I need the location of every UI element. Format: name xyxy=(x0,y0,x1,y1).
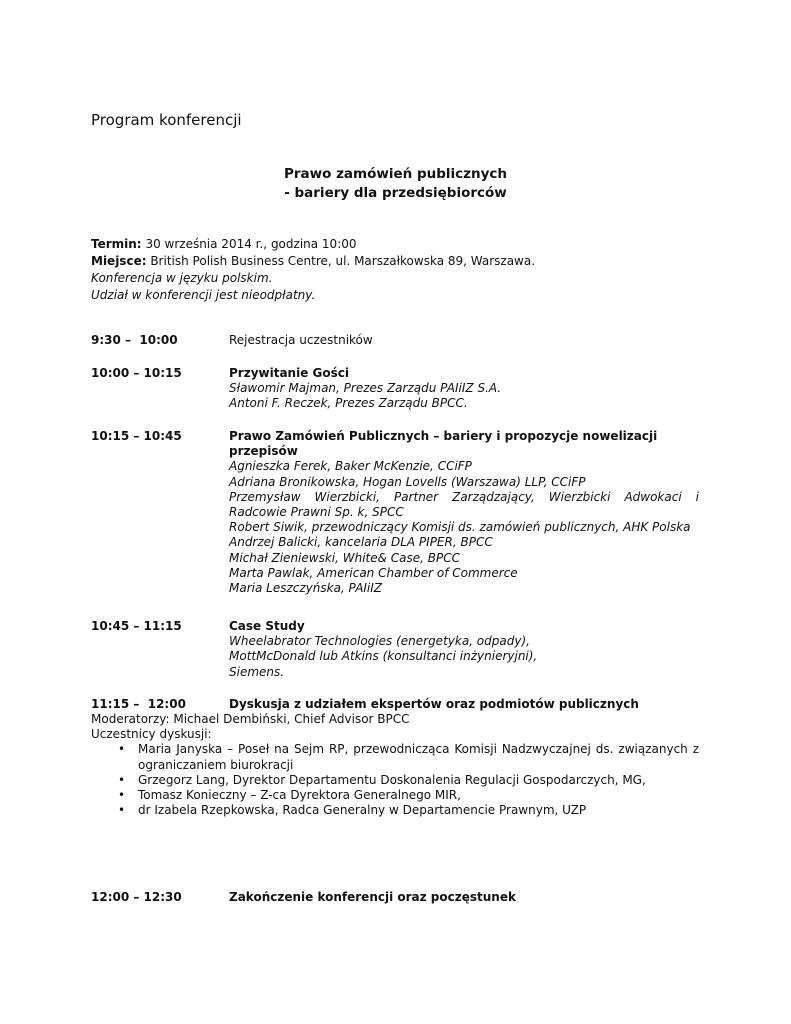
speaker: Przemysław Wierzbicki, Partner Zarządzający, Wierzbicki Adwokaci i Radcowie Prawni Sp. k, SPCC xyxy=(229,489,699,520)
agenda-item-case-study xyxy=(91,619,699,680)
speaker: Andrzej Balicki, kancelaria DLA PIPER, BPCC xyxy=(229,535,493,550)
termin-label: Termin: xyxy=(91,237,142,251)
conference-title-line-1: Prawo zamówień publicznych xyxy=(283,166,508,182)
agenda-time: 9:30 – 10:00 xyxy=(91,333,178,347)
agenda-item-panel xyxy=(91,429,699,596)
list-item xyxy=(118,803,699,818)
list-item xyxy=(118,788,699,803)
agenda-title: Case Study xyxy=(229,619,305,633)
miejsce-value: British Polish Business Centre, ul. Marszałkowska 89, Warszawa. xyxy=(150,254,536,268)
agenda-item-discussion xyxy=(91,697,699,712)
bullet-icon: • xyxy=(118,803,126,818)
agenda-item-closing xyxy=(91,890,699,905)
speaker: Adriana Bronikowska, Hogan Lovells (Warszawa) LLP, CCiFP xyxy=(229,474,586,489)
list-item xyxy=(118,772,699,788)
participant-text: Tomasz Konieczny – Z-ca Dyrektora Generalnego MIR, xyxy=(138,788,461,803)
agenda-time: 10:15 – 10:45 xyxy=(91,429,182,443)
agenda-title: Dyskusja z udziałem ekspertów oraz podmiotów publicznych xyxy=(229,697,639,711)
discussion-details xyxy=(91,712,699,818)
participant-text: Grzegorz Lang, Dyrektor Departamentu Doskonalenia Regulacji Gospodarczych, MG, xyxy=(138,772,646,787)
agenda-title: Rejestracja uczestników xyxy=(229,333,373,347)
fee-note: Udział w konferencji jest nieodpłatny. xyxy=(91,288,316,302)
speaker: Sławomir Majman, Prezes Zarządu PAIiIZ S.A. xyxy=(229,381,502,396)
agenda-title: Prawo Zamówień Publicznych – bariery i propozycje nowelizacji przepisów xyxy=(229,429,658,459)
agenda-item-welcome xyxy=(91,366,699,412)
agenda-title: Zakończenie konferencji oraz poczęstunek xyxy=(229,890,516,904)
case-study-item: Wheelabrator Technologies (energetyka, odpady), xyxy=(229,634,530,649)
participants-list xyxy=(91,742,699,818)
speaker: Michał Zieniewski, White& Case, BPCC xyxy=(229,550,461,565)
conference-title-line-2: - bariery dla przedsiębiorców xyxy=(284,185,507,201)
bullet-icon: • xyxy=(118,742,126,757)
speaker: Maria Leszczyńska, PAIiIZ xyxy=(229,581,383,596)
case-study-item: Siemens. xyxy=(229,664,285,679)
agenda-time: 11:15 – 12:00 xyxy=(91,697,186,711)
agenda-time: 10:00 – 10:15 xyxy=(91,366,182,380)
bullet-icon: • xyxy=(118,772,126,787)
agenda-time: 10:45 – 11:15 xyxy=(91,619,182,633)
speaker: Robert Siwik, przewodniczący Komisji ds. zamówień publicznych, AHK Polska xyxy=(229,520,691,535)
agenda-title: Przywitanie Gości xyxy=(229,366,349,380)
miejsce-label: Miejsce: xyxy=(91,254,147,268)
termin-line xyxy=(91,236,535,253)
conference-info xyxy=(91,236,535,304)
language-note: Konferencja w języku polskim. xyxy=(91,271,273,285)
participants-label: Uczestnicy dyskusji: xyxy=(91,727,212,742)
bullet-icon: • xyxy=(118,788,126,803)
case-study-item: MottMcDonald lub Atkins (konsultanci inżynieryjni), xyxy=(229,649,538,664)
document-heading: Program konferencji xyxy=(91,111,242,129)
conference-title xyxy=(0,165,791,203)
termin-value: 30 września 2014 r., godzina 10:00 xyxy=(145,237,357,251)
speaker: Antoni F. Reczek, Prezes Zarządu BPCC. xyxy=(229,396,468,411)
agenda-time: 12:00 – 12:30 xyxy=(91,890,182,904)
agenda-item-registration xyxy=(91,333,699,348)
speaker: Agnieszka Ferek, Baker McKenzie, CCiFP xyxy=(229,459,472,474)
list-item xyxy=(118,742,699,772)
participant-text: dr Izabela Rzepkowska, Radca Generalny w Departamencie Prawnym, UZP xyxy=(138,803,587,818)
participant-text: Maria Janyska – Poseł na Sejm RP, przewodnicząca Komisji Nadzwyczajnej ds. związanych z ograniczaniem biurokracji xyxy=(138,742,699,772)
moderators-line: Moderatorzy: Michael Dembiński, Chief Advisor BPCC xyxy=(91,712,410,726)
speaker: Marta Pawlak, American Chamber of Commerce xyxy=(229,565,518,580)
miejsce-line xyxy=(91,253,535,270)
